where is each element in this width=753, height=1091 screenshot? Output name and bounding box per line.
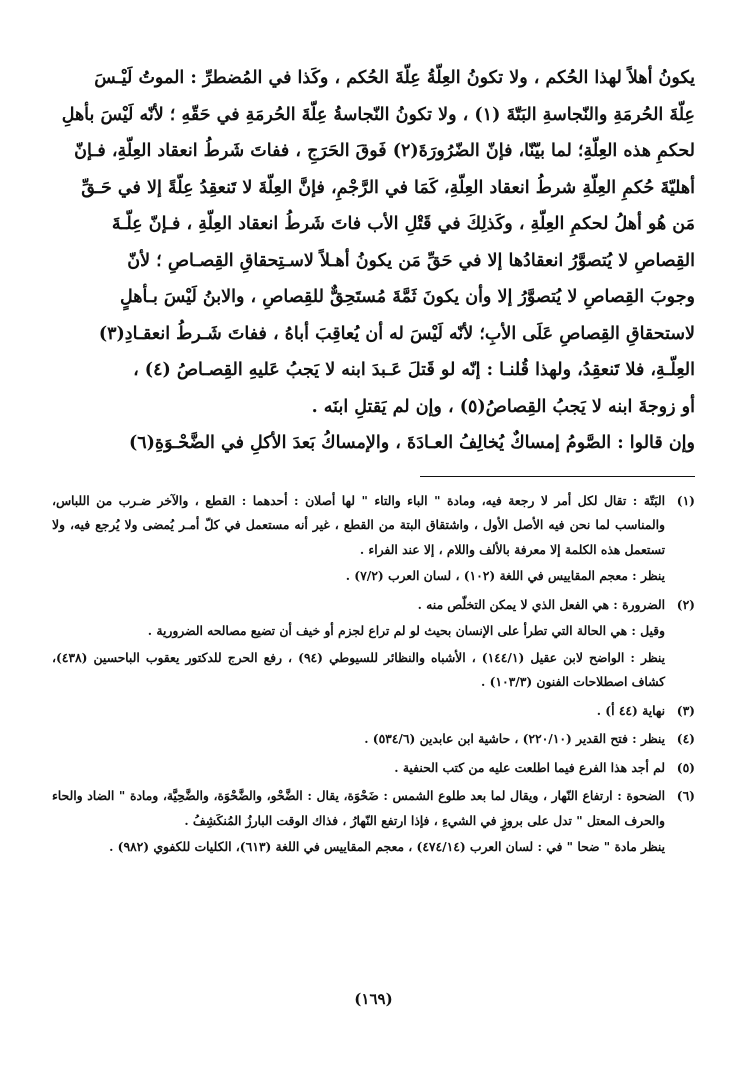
footnote-body xyxy=(52,756,665,781)
main-text-line: العِلّـةِ، فلا تَنعقِدُ، ولهذا قُلنـا : إنّه لو قَتلَ عَـبدَ ابنه لا يَجبُ عَليهِ القِصـاصُ (٤) ، xyxy=(133,360,695,380)
main-text-line: وجوبَ القِصاصِ لا يُتصوَّرُ إلا وأن يكونَ ثَمَّةَ مُستَحِقٌّ للقِصاصِ ، والابنُ لَيْسَ بـأهلٍ xyxy=(120,287,695,307)
footnote-number: (١) xyxy=(676,492,695,508)
main-text-line: لحكمِ هذه العِلّةِ؛ لما بيّنّا، فإنّ الضّرُورَةَ(٢) فَوقَ الحَرَجِ ، ففاتَ شَرطُ انعقاد العِلّةِ، فـإنّ xyxy=(74,141,695,161)
footnote-number: (٤) xyxy=(676,731,695,746)
book-page xyxy=(52,60,695,1071)
footnote-body xyxy=(52,784,665,860)
footnote-paragraph: نهاية (٤٤ أ) . xyxy=(596,702,665,718)
footnote-number: (٦) xyxy=(676,788,695,803)
footnote-number: (٢) xyxy=(676,596,695,612)
footnote-body xyxy=(52,593,665,695)
footnote xyxy=(52,489,695,589)
footnote-paragraph: الضرورة : هي الفعل الذي لا يمكن التخلّص منه . xyxy=(417,596,665,612)
footnote-paragraph: البَتّة : تقال لكل أمر لا رجعة فيه، ومادة " الباء والتاء " لها أصلان : أحدهما : القطع ، والآخر ضـرب من اللباس، والمناسب لما نحن فيه الأصل الأول ، واشتقاق البتة من القطع ، غير أنه مستعمل في كلّ أمـر يُمضى ولا يُرجع فيه، ولا تستعمل هذه الكلمة إلا معرفة بالألف واللام ، إلا عند الفراء . xyxy=(52,492,665,557)
main-text xyxy=(52,60,695,462)
main-text-line: لاستحقاقِ القِصاصِ عَلَى الأبِ؛ لأنّه لَيْسَ له أن يُعاقِبَ أباهُ ، ففاتَ شَـرطُ انعقـادِ(٣) xyxy=(98,323,695,344)
footnote-divider xyxy=(420,476,695,477)
main-text-line: يكونُ أهلاً لهذا الحُكم ، ولا تكونُ العِلّةُ عِلّةَ الحُكم ، وكَذا في المُضطرِّ : الموتُ لَيْـسَ xyxy=(94,68,695,88)
footnote-body xyxy=(52,727,665,752)
footnote-paragraph: ينظر : الواضح لابن عقيل (١٤٤/١) ، الأشباه والنظائر للسيوطي (٩٤) ، رفع الحرج للدكتور يعقوب الباحسين (٤٣٨)، كشاف اصطلاحات الفنون (١٠٣/٣) . xyxy=(52,649,665,689)
footnote-paragraph: ينظر مادة " ضحا " في : لسان العرب (٤٧٤/١٤) ، معجم المقاييس في اللغة (٦١٣)، الكليات للكفوي (٩٨٢) . xyxy=(109,839,665,854)
footnote xyxy=(52,699,695,724)
footnote-paragraph: ينظر : فتح القدير (٢٢٠/١٠) ، حاشية ابن عابدين (٥٣٤/٦) . xyxy=(364,731,665,746)
footnote-body xyxy=(52,489,665,589)
footnote-number: (٣) xyxy=(676,702,695,718)
main-text-line: القِصاصِ لا يُتصوَّرُ انعقادُها إلا في حَقِّ مَن يكونُ أهـلاً لاسـتِحقاقِ القِصـاصِ ؛ لأنّ xyxy=(127,250,695,271)
footnote-paragraph: ينظر : معجم المقاييس في اللغة (١٠٢) ، لسان العرب (٧/٢) . xyxy=(345,568,665,583)
footnote-body xyxy=(52,699,665,724)
footnote xyxy=(52,784,695,860)
main-text-line: عِلّةَ الحُرمَةِ والنّجاسةِ البَتّةَ (١) ، ولا تكونُ النّجاسةُ عِلّةَ الحُرمَةِ في حَقّهِ ؛ لأنّه لَيْسَ بأهلِ xyxy=(61,104,695,125)
main-text-line: وإن قالوا : الصَّومُ إمساكٌ يُخالِفُ العـادَةَ ، والإمساكُ بَعدَ الأكلِ في الضَّحْـوَةِ(٦) xyxy=(128,433,695,453)
page-number: (١٦٩) xyxy=(354,990,393,1008)
main-text-line: أو زوجةَ ابنه لا يَجبُ القِصاصُ(٥) ، وإن لم يَقتلِ ابنَه . xyxy=(311,396,695,417)
footnote-paragraph: الضحوة : ارتفاع النّهار ، ويقال لما بعد طلوع الشمس : ضَحْوَة، يقال : الضَّحْو، والضَّحْوَة، والضَّحِيَّة، ومادة " الضاد والحاء والحرف المعتل " تدل على بروزٍ في الشيءِ ، فإذا ارتفع النّهارُ ، فذاك الوقت البارزُ المُنكَشِفُ . xyxy=(52,788,665,828)
main-text-line: أهليّةَ حُكمِ العِلّةِ شرطُ انعقاد العِلّةِ، كَمَا في الرَّجْمِ، فإنَّ العِلّةَ لا تَنعقِدُ عِلّةً إلا في حَـقِّ xyxy=(81,177,695,198)
footnotes xyxy=(52,489,695,860)
footnote xyxy=(52,756,695,781)
footnote xyxy=(52,593,695,695)
main-text-line: مَن هُو أهلُ لحكمِ العِلّةِ ، وكَذلِكَ في قَتْلِ الأب فاتَ شَرطُ انعقاد العِلّةِ ، فـإنّ عِلّـةَ xyxy=(111,214,695,234)
footnote-paragraph: وقيل : هي الحالة التي تطرأ على الإنسان بحيث لو لم تراع لجزم أو خيف أن تضيع مصالحه الضرورية . xyxy=(147,623,665,638)
footnote-number: (٥) xyxy=(676,759,695,775)
footnote xyxy=(52,727,695,752)
footnote-paragraph: لم أجد هذا الفرع فيما اطلعت عليه من كتب الحنفية . xyxy=(394,759,665,775)
